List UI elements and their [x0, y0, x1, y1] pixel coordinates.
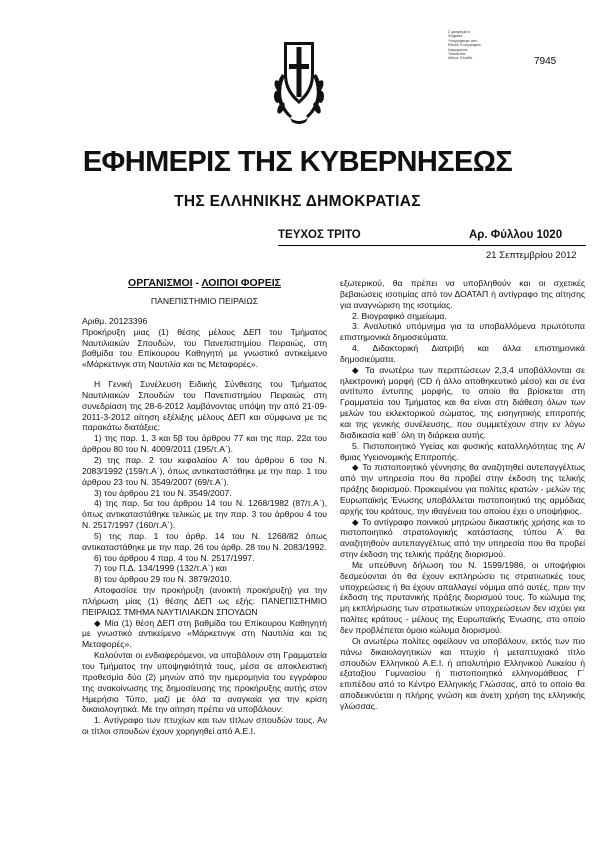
paragraph: ◆ Το αντίγραφο ποινικού μητρώου δικαστικής χρήσης και το πιστοποιητικό στρατολογικής κατάστασης τύπου Α΄ θα αναζητηθούν αυτεπαγγέλτως από την υπηρεσία που θα προβεί στην έκδοση της τελικής πράξης διορισμού. [340, 516, 585, 560]
stamp-line: Ημερομηνία: [448, 47, 469, 52]
page-number: 7945 [534, 56, 557, 67]
paragraph: 4. Διδακτορική Διατριβή και άλλα επιστημονικά δημοσιεύματα. [340, 343, 585, 364]
section-heading [82, 268, 327, 291]
paragraph: Οι ανωτέρω πολίτες οφείλουν να υποβάλουν, εκτός των πιο πάνω δικαιολογητικών και πτυχίο ή μεταπτυχιακό τίτλο σπουδών Ελληνικού Α.Ε.Ι. ή απολυτήριο Ελληνικού Λυκείου ή εξαταξίου Γυμνασίου ή πιστοποιητικό ελληνομάθειας Γ΄ επιπέδου από το Κέντρο Ελληνικής Γλώσσας, από το οποίο θα αποδεικνύεται η πλήρης γνώση και άνετη χρήση της ελληνικής γλώσσας. [340, 635, 585, 711]
paragraph: 4) της παρ. 5α του άρθρου 14 του Ν. 1268/1982 (87/τ.Α΄), όπως αντικαταστάθηκε τελικώς με την παρ. 3 του άρθρου 4 του Ν. 2517/1997 (160/τ.Α΄). [82, 498, 327, 531]
stamp-line: Εθνικό Τυπογραφείο [448, 43, 481, 48]
paragraph: Καλούνται οι ενδιαφερόμενοι, να υποβάλουν στη Γραμματεία του Τμήματος την υποψηφιότητά τους, μέσα σε αποκλειστική προθεσμία δύο (2) μηνών από την ημερομηνία του εγγράφου της ανακοίνωσης της δημοσίευσης της προκήρυξης αυτής στον Ημερήσιο Τύπο, μαζί με όλα τα αναγκαία για την κρίση δικαιολογητικά. Με την αίτηση πρέπει να υποβάλουν: [82, 650, 327, 715]
paragraph: 3. Αναλυτικό υπόμνημα για τα υποβαλλόμενα πρωτότυπα επιστημονικά δημοσιεύματα. [340, 321, 585, 343]
gazette-title: ΕΦΗΜΕΡΙΣ ΤΗΣ ΚΥΒΕΡΝΗΣΕΩΣ [82, 146, 513, 178]
paragraph: 1) της παρ. 1, 3 και 5β του άρθρου 77 και της παρ. 22α του άρθρου 80 του Ν. 4009/2011 (195/τ.Α΄). [82, 433, 327, 455]
paragraph: Με υπεύθυνη δήλωση του Ν. 1599/1986, οι υποψήφιοι δεσμεύονται ότι θα έχουν εκπληρώσει τις στρατιωτικές τους υποχρεώσεις ή θα έχουν απαλλαγεί νόμιμα από αυτές, πριν την έκδοση της πρυτανικής πράξης διορισμού τους. Το κώλυμα της μη εκπλήρωσης των στρατιωτικών υποχρεώσεων δεν ισχύει για πολίτες κράτους - μέλους της Ευρωπαϊκής Ένωσης, στο οποίο δεν προβλέπεται όμοιο κώλυμα διορισμού. [340, 559, 585, 635]
paragraph: 5) της παρ. 1 του άρθρ. 14 του Ν. 1268/82 όπως αντικαταστάθηκε με την παρ. 26 του άρθρ. 28 του Ν. 2083/1992. [82, 530, 327, 552]
paragraph: 1. Αντίγραφο των πτυχίων και των τίτλων σπουδών τους. Αν οι τίτλοι σπουδών έχουν χορηγηθεί από Α.Ε.Ι. [82, 715, 327, 737]
paragraph: εξωτερικού, θα πρέπει να υποβληθούν και οι σχετικές βεβαιώσεις ισοτιμίας από τον ΔΟΑΤΑΠ ή αντίγραφο της αίτησης για αναγνώριση της ισοτιμίας. [340, 278, 585, 310]
sheet-number: Αρ. Φύλλου 1020 [469, 229, 563, 241]
paragraph: 8) του άρθρου 29 του Ν. 3879/2010. [94, 574, 232, 585]
left-column [82, 268, 327, 737]
paragraph: Αποφασίσε την προκήρυξη (ανοικτή προκήρυξη) για την πλήρωση μίας (1) θέσης ΔΕΠ ως εξής: ΠΑΝΕΠΙΣΤΗΜΙΟ ΠΕΙΡΑΙΩΣ ΤΜΗΜΑ ΝΑΥΤΙΛΙΑΚΩΝ ΣΠΟΥΔΩΝ [82, 585, 327, 617]
paragraph: ◆ Το πιστοποιητικό γέννησης θα αναζητηθεί αυτεπαγγέλτως από την υπηρεσία που θα προβεί στην έκδοση της τελικής πράξης διορισμού. Προκειμένου για πολίτες κρατών - μελών της Ευρωπαϊκής Ένωσης υποβάλλεται πιστοποιητικό της αρμόδιας αρχής του κράτους, την ιθαγένεια του οποίου έχει ο υποψήφιος. [340, 462, 585, 516]
digital-signature-stamp [448, 30, 510, 61]
section-heading-part2: ΛΟΙΠΟΙ ΦΟΡΕΙΣ [201, 277, 281, 289]
stamp-line: Ψηφιακά [448, 34, 463, 39]
gazette-subtitle: ΤΗΣ ΕΛΛΗΝΙΚΗΣ ΔΗΜΟΚΡΑΤΙΑΣ [174, 193, 421, 210]
paragraph: 3) του άρθρου 21 του Ν. 3549/2007. [94, 487, 232, 498]
decision-number: Αριθμ. 20123396 [82, 315, 148, 326]
issue-label: ΤΕΥΧΟΣ ΤΡΙΤΟ [278, 229, 361, 241]
section-heading-part1: ΟΡΓΑΝΙΣΜΟΙ [128, 277, 193, 289]
paragraph: 2) της παρ. 2 του κεφαλαίου Α΄ του άρθρου 6 του Ν. 2083/1992 (159/τ.Α΄), όπως αντικαταστάθηκε με την παρ. 1 του άρθρου 23 του Ν. 3549/2007 (69/τ.Α΄). [82, 454, 327, 487]
section-heading-sep: - [192, 277, 202, 289]
stamp-line: Αθήνα, Ελλάδα [448, 56, 473, 61]
coat-of-arms-icon [268, 34, 330, 126]
paragraph: 5. Πιστοποιητικό Υγείας και φυσικής καταλληλότητας της Α/θμιας Υγειονομικής Επιτροπής. [340, 440, 585, 462]
header-divider [278, 245, 586, 246]
paragraph: 2. Βιογραφικό σημείωμα. [352, 310, 447, 321]
stamp-line: Σ φραγισμένο [448, 30, 470, 34]
stamp-line: Τοποθεσία: [448, 52, 466, 57]
institution-name: ΠΑΝΕΠΙΣΤΗΜΙΟ ΠΕΙΡΑΙΩΣ [150, 296, 259, 306]
paragraph: 7) του Π.Δ. 134/1999 (132/τ.Α΄) και [94, 563, 227, 574]
stamp-line: Υπογράφτηκε από [448, 38, 478, 43]
issue-date: 21 Σεπτεμβρίου 2012 [486, 250, 577, 261]
paragraph: Η Γενική Συνέλευση Ειδικής Σύνθεσης του Τμήματος Ναυτιλιακών Σπουδών του Πανεπιστημίου Πειραιώς στη συνεδρίαση της 28-6-2012 λαμβάνοντας υπόψη την από 21-09-2011-3-2012 αίτηση εξέλιξης μέλους ΔΕΠ και σύμφωνα με τις παρακάτω διατάξεις: [82, 379, 327, 433]
paragraph: ◆ Μία (1) θέση ΔΕΠ στη βαθμίδα του Επίκουρου Καθηγητή με γνωστικό αντικείμενο «Μάρκετινγκ στη Ναυτιλία και τις Μεταφορές». [82, 617, 327, 650]
paragraph: ◆ Τα ανωτέρω των περιπτώσεων 2,3,4 υποβάλλονται σε ηλεκτρονική μορφή (CD ή άλλο αποθηκευτικό μέσο) και σε ένα αντίτυπο έντυπης μορφής, το οποίο θα βρίσκεται στη Γραμματεία του Τμήματος και θα είναι στη διάθεση όλων των μελών του εκλεκτορικού σώματος, της εισηγητικής επιτροπής και της γενικής συνέλευσης, που συμμετέχουν στην εν λόγω διαδικασία καθ΄ όλη τη διάρκεια αυτής. [340, 364, 585, 440]
right-column [340, 278, 585, 712]
paragraph: Προκήρυξη μιας (1) θέσης μέλους ΔΕΠ του Τμήματος Ναυτιλιακών Σπουδών, του Πανεπιστημίου Πειραιώς, στη βαθμίδα του Επίκουρου Καθηγητή με γνωστικό αντικείμενο «Μάρκετινγκ στη Ναυτιλία και τις Μεταφορές». [82, 326, 327, 370]
paragraph: 6) του άρθρου 4 παρ. 4 του Ν. 2517/1997. [94, 552, 255, 563]
